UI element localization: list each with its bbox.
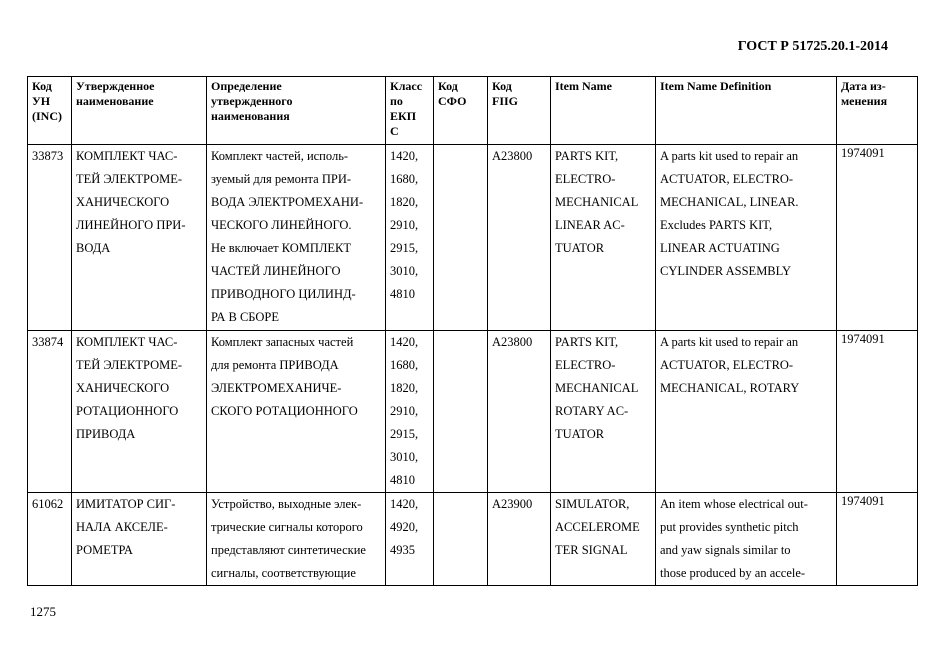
item-definition-cell <box>656 145 837 331</box>
header-line: Класс <box>390 79 423 93</box>
item-definition-cell <box>656 331 837 493</box>
header-line: FIIG <box>492 94 519 108</box>
sfo-cell <box>434 331 488 493</box>
cell-line: 4810 <box>390 287 415 301</box>
cell-line: MECHANICAL, ROTARY <box>660 381 800 395</box>
cell-line: СКОГО РОТАЦИОННОГО <box>211 404 358 418</box>
cell-line: ЧЕСКОГО ЛИНЕЙНОГО. <box>211 218 352 232</box>
cell-line: ЛИНЕЙНОГО ПРИ- <box>76 218 186 232</box>
header-line: Item Name Definition <box>660 79 772 93</box>
cell-line: A parts kit used to repair an <box>660 149 799 163</box>
cell-line: представляют синтетические <box>211 543 366 557</box>
definition-cell <box>207 145 386 331</box>
class-cell <box>386 331 434 493</box>
inc-cell: 33873 <box>28 145 72 331</box>
cell-line: ВОДА ЭЛЕКТРОМЕХАНИ- <box>211 195 364 209</box>
fiig-cell: A23800 <box>488 145 551 331</box>
header-line: (INC) <box>32 109 62 123</box>
cell-line: ЭЛЕКТРОМЕХАНИЧЕ- <box>211 381 342 395</box>
cell-line: LINEAR AC- <box>555 218 625 232</box>
cell-line: 1820, <box>390 381 419 395</box>
inc-cell: 61062 <box>28 493 72 586</box>
cell-line: для ремонта ПРИВОДА <box>211 358 339 372</box>
fiig-cell: A23800 <box>488 331 551 493</box>
date-cell: 1974091 <box>837 493 918 586</box>
date-cell: 1974091 <box>837 331 918 493</box>
cell-line: 1420, <box>390 497 419 511</box>
cell-line: РОМЕТРА <box>76 543 133 557</box>
approved-name-cell <box>72 493 207 586</box>
cell-line: ТЕЙ ЭЛЕКТРОМЕ- <box>76 358 183 372</box>
cell-line: ELECTRO- <box>555 172 616 186</box>
cell-line: 3010, <box>390 450 419 464</box>
cell-line: TUATOR <box>555 427 605 441</box>
item-name-cell <box>551 331 656 493</box>
header-line: Код <box>32 79 52 93</box>
cell-line: put provides synthetic pitch <box>660 520 799 534</box>
header-line: наименование <box>76 94 154 108</box>
cell-line: РА В СБОРЕ <box>211 310 280 324</box>
col-definition-header <box>207 77 386 145</box>
cell-line: ВОДА <box>76 241 111 255</box>
header-line: Дата из- <box>841 79 886 93</box>
cell-line: ХАНИЧЕСКОГО <box>76 381 170 395</box>
cell-line: PARTS KIT, <box>555 335 619 349</box>
header-line: утвержденного <box>211 94 293 108</box>
class-cell <box>386 145 434 331</box>
col-fiig-header <box>488 77 551 145</box>
cell-line: SIMULATOR, <box>555 497 630 511</box>
cell-line: 1420, <box>390 149 419 163</box>
cell-line: A parts kit used to repair an <box>660 335 799 349</box>
cell-line: ЧАСТЕЙ ЛИНЕЙНОГО <box>211 264 341 278</box>
cell-line: CYLINDER ASSEMBLY <box>660 264 792 278</box>
definition-cell <box>207 331 386 493</box>
cell-line: 1420, <box>390 335 419 349</box>
approved-name-cell <box>72 331 207 493</box>
cell-line: 1680, <box>390 358 419 372</box>
table-row <box>28 331 918 493</box>
cell-line: НАЛА АКСЕЛЕ- <box>76 520 168 534</box>
cell-line: ACTUATOR, ELECTRO- <box>660 172 794 186</box>
cell-line: Excludes PARTS KIT, <box>660 218 773 232</box>
approved-name-cell <box>72 145 207 331</box>
page-number: 1275 <box>30 604 56 619</box>
document-header: ГОСТ Р 51725.20.1-2014 <box>737 39 888 54</box>
cell-line: трические сигналы которого <box>211 520 363 534</box>
definition-cell <box>207 493 386 586</box>
cell-line: 4810 <box>390 473 415 487</box>
cell-line: Комплект запасных частей <box>211 335 354 349</box>
cell-line: MECHANICAL, LINEAR. <box>660 195 799 209</box>
fiig-cell: A23900 <box>488 493 551 586</box>
cell-line: зуемый для ремонта ПРИ- <box>211 172 352 186</box>
col-inc-header <box>28 77 72 145</box>
inc-cell: 33874 <box>28 331 72 493</box>
cell-line: TER SIGNAL <box>555 543 628 557</box>
cell-line: Не включает КОМПЛЕКТ <box>211 241 352 255</box>
table-row <box>28 493 918 586</box>
cell-line: 2910, <box>390 218 419 232</box>
col-item-name-header <box>551 77 656 145</box>
cell-line: ПРИВОДА <box>76 427 136 441</box>
col-class-header <box>386 77 434 145</box>
cell-line: those produced by an accele- <box>660 566 806 580</box>
item-name-cell <box>551 145 656 331</box>
header-line: СФО <box>438 94 467 108</box>
col-date-header <box>837 77 918 145</box>
cell-line: 3010, <box>390 264 419 278</box>
cell-line: ACCELEROME <box>555 520 640 534</box>
cell-line: ХАНИЧЕСКОГО <box>76 195 170 209</box>
header-line: наименования <box>211 109 290 123</box>
cell-line: 2915, <box>390 241 419 255</box>
cell-line: ПРИВОДНОГО ЦИЛИНД- <box>211 287 356 301</box>
cell-line: сигналы, соответствующие <box>211 566 356 580</box>
cell-line: 1820, <box>390 195 419 209</box>
cell-line: РОТАЦИОННОГО <box>76 404 179 418</box>
cell-line: TUATOR <box>555 241 605 255</box>
header-line: Код <box>492 79 512 93</box>
header-line: С <box>390 124 399 138</box>
cell-line: MECHANICAL <box>555 381 639 395</box>
header-line: по <box>390 94 403 108</box>
sfo-cell <box>434 145 488 331</box>
cell-line: An item whose electrical out- <box>660 497 808 511</box>
cell-line: and yaw signals similar to <box>660 543 791 557</box>
table-header-row <box>28 77 918 145</box>
table-body <box>28 145 918 586</box>
cell-line: 2910, <box>390 404 419 418</box>
header-line: Определение <box>211 79 282 93</box>
cell-line: 4920, <box>390 520 419 534</box>
header-line: УН <box>32 94 51 108</box>
cell-line: 2915, <box>390 427 419 441</box>
col-item-definition-header <box>656 77 837 145</box>
cell-line: MECHANICAL <box>555 195 639 209</box>
cell-line: PARTS KIT, <box>555 149 619 163</box>
cell-line: 4935 <box>390 543 415 557</box>
cell-line: ELECTRO- <box>555 358 616 372</box>
class-cell <box>386 493 434 586</box>
item-definition-cell <box>656 493 837 586</box>
header-line: Код <box>438 79 458 93</box>
cell-line: КОМПЛЕКТ ЧАС- <box>76 149 178 163</box>
cell-line: ИМИТАТОР СИГ- <box>76 497 176 511</box>
header-line: Утвержденное <box>76 79 155 93</box>
col-sfo-header <box>434 77 488 145</box>
header-line: ЕКП <box>390 109 417 123</box>
item-name-cell <box>551 493 656 586</box>
cell-line: Устройство, выходные элек- <box>211 497 362 511</box>
sfo-cell <box>434 493 488 586</box>
cell-line: ROTARY AC- <box>555 404 629 418</box>
date-cell: 1974091 <box>837 145 918 331</box>
cell-line: КОМПЛЕКТ ЧАС- <box>76 335 178 349</box>
cell-line: LINEAR ACTUATING <box>660 241 780 255</box>
cell-line: 1680, <box>390 172 419 186</box>
table-row <box>28 145 918 331</box>
cell-line: Комплект частей, исполь- <box>211 149 349 163</box>
header-line: менения <box>841 94 888 108</box>
col-approved-name-header <box>72 77 207 145</box>
cell-line: ТЕЙ ЭЛЕКТРОМЕ- <box>76 172 183 186</box>
header-line: Item Name <box>555 79 612 93</box>
cell-line: ACTUATOR, ELECTRO- <box>660 358 794 372</box>
item-name-table <box>27 76 918 586</box>
